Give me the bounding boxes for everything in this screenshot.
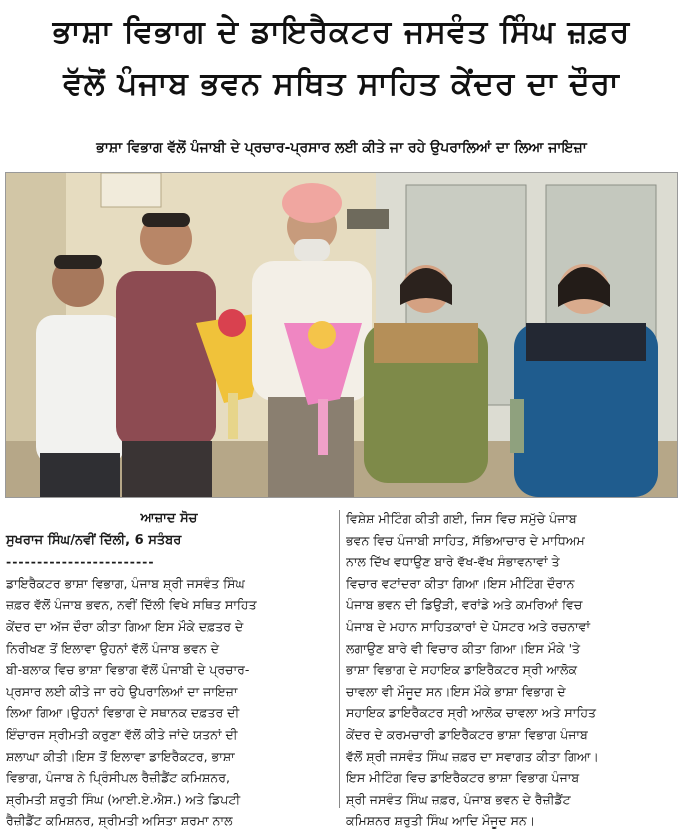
right-line: ਕੇਂਦਰ ਦੇ ਕਰਮਚਾਰੀ ਡਾਇਰੈਕਟਰ ਭਾਸ਼ਾ ਵਿਭਾਗ ਪੰਜਾਬ [346, 726, 588, 742]
left-line: ਜ਼ਫ਼ਰ ਵੱਲੋਂ ਪੰਜਾਬ ਭਵਨ, ਨਵੀਂ ਦਿੱਲੀ ਵਿਖੇ ਸਥਿਤ ਸਾਹਿਤ [6, 597, 257, 613]
right-line: ਕਮਿਸ਼ਨਰ ਸ਼ਰੁਤੀ ਸਿੰਘ ਆਦਿ ਮੌਜੂਦ ਸਨ। [346, 813, 536, 829]
left-body [6, 573, 332, 832]
subheadline: ਭਾਸ਼ਾ ਵਿਭਾਗ ਵੱਲੋਂ ਪੰਜਾਬੀ ਦੇ ਪ੍ਰਚਾਰ-ਪ੍ਰਸਾਰ ਲਈ ਕੀਤੇ ਜਾ ਰਹੇ ਉਪਰਾਲਿਆਂ ਦਾ ਲਿਆ ਜਾਇਜ਼ਾ [96, 140, 587, 156]
right-line: ਸਹਾਇਕ ਡਾਇਰੈਕਟਰ ਸ੍ਰੀ ਆਲੋਕ ਚਾਵਲਾ ਅਤੇ ਸਾਹਿਤ [346, 705, 597, 721]
source-label: ਆਜ਼ਾਦ ਸੋਚ [140, 511, 198, 526]
left-line: ਵਿਭਾਗ, ਪੰਜਾਬ ਨੇ ਪ੍ਰਿੰਸੀਪਲ ਰੈਜ਼ੀਡੈਂਟ ਕਮਿਸ਼ਨਰ, [6, 770, 230, 786]
left-line: ਸ਼੍ਰੀਮਤੀ ਸ਼ਰੁਤੀ ਸਿੰਘ (ਆਈ.ਏ.ਐਸ.) ਅਤੇ ਡਿਪਟੀ [6, 791, 241, 807]
left-line: ਲਿਆ ਗਿਆ।ਉਹਨਾਂ ਵਿਭਾਗ ਦੇ ਸਥਾਨਕ ਦਫ਼ਤਰ ਦੀ [6, 705, 240, 721]
left-line: ਪ੍ਰਸਾਰ ਲਈ ਕੀਤੇ ਜਾ ਰਹੇ ਉਪਰਾਲਿਆਂ ਦਾ ਜਾਇਜ਼ਾ [6, 683, 238, 699]
left-line: ਡਾਇਰੈਕਟਰ ਭਾਸ਼ਾ ਵਿਭਾਗ, ਪੰਜਾਬ ਸ਼੍ਰੀ ਜਸਵੰਤ ਸਿੰਘ [6, 575, 245, 591]
headline-line-2: ਵੱਲੋਂ ਪੰਜਾਬ ਭਵਨ ਸਥਿਤ ਸਾਹਿਤ ਕੇਂਦਰ ਦਾ ਦੌਰਾ [63, 66, 620, 102]
article-column-right [346, 508, 678, 832]
headline-line-1: ਭਾਸ਼ਾ ਵਿਭਾਗ ਦੇ ਡਾਇਰੈਕਟਰ ਜਸਵੰਤ ਸਿੰਘ ਜ਼ਫ਼ਰ [52, 14, 631, 50]
byline: ਸੁਖਰਾਜ ਸਿੰਘ/ਨਵੀਂ ਦਿੱਲੀ, 6 ਸਤੰਬਰ [6, 532, 182, 548]
article-column-left [6, 508, 332, 832]
column-divider [339, 510, 340, 808]
left-line: ਨਿਰੀਖਣ ਤੋਂ ਇਲਾਵਾ ਉਹਨਾਂ ਵੱਲੋਂ ਪੰਜਾਬ ਭਵਨ ਦੇ [6, 640, 220, 656]
group-photo [5, 172, 678, 498]
right-line: ਪੰਜਾਬ ਦੇ ਮਹਾਨ ਸਾਹਿਤਕਾਰਾਂ ਦੇ ਪੋਸਟਰ ਅਤੇ ਰਚਨਾਵਾਂ [346, 618, 591, 634]
right-line: ਭਾਸ਼ਾ ਵਿਭਾਗ ਦੇ ਸਹਾਇਕ ਡਾਇਰੈਕਟਰ ਸ੍ਰੀ ਆਲੋਕ [346, 662, 578, 678]
right-line: ਨਾਲ ਦਿੱਖ ਵਧਾਉਣ ਬਾਰੇ ਵੱਖ-ਵੱਖ ਸੰਭਾਵਨਾਵਾਂ ਤੇ [346, 554, 560, 570]
left-line: ਬੀ-ਬਲਾਕ ਵਿਚ ਭਾਸ਼ਾ ਵਿਭਾਗ ਵੱਲੋਂ ਪੰਜਾਬੀ ਦੇ ਪ੍ਰਚਾਰ- [6, 662, 250, 678]
right-line: ਭਵਨ ਵਿਚ ਪੰਜਾਬੀ ਸਾਹਿਤ, ਸੱਭਿਆਚਾਰ ਦੇ ਮਾਧਿਅਮ [346, 532, 585, 548]
left-line: ਇੰਚਾਰਜ ਸ੍ਰੀਮਤੀ ਕਰੁਣਾ ਵੱਲੋਂ ਕੀਤੇ ਜਾਂਦੇ ਯਤਨਾਂ ਦੀ [6, 726, 238, 742]
left-line: ਰੈਜ਼ੀਡੈਂਟ ਕਮਿਸ਼ਨਰ, ਸ਼੍ਰੀਮਤੀ ਅਸਿਤਾ ਸ਼ਰਮਾ ਨਾਲ [6, 813, 233, 829]
right-body [346, 508, 678, 832]
right-line: ਚਾਵਲਾ ਵੀ ਮੌਜੂਦ ਸਨ।ਇਸ ਮੌਕੇ ਭਾਸ਼ਾ ਵਿਭਾਗ ਦੇ [346, 683, 566, 699]
right-line: ਪੰਜਾਬ ਭਵਨ ਦੀ ਡਿਉੜੀ, ਵਰਾਂਡੇ ਅਤੇ ਕਮਰਿਆਂ ਵਿਚ [346, 597, 583, 613]
separator: ------------------------ [6, 554, 155, 570]
right-line: ਇਸ ਮੀਟਿੰਗ ਵਿਚ ਡਾਇਰੈਕਟਰ ਭਾਸ਼ਾ ਵਿਭਾਗ ਪੰਜਾਬ [346, 770, 580, 786]
right-line: ਸ਼੍ਰੀ ਜਸਵੰਤ ਸਿੰਘ ਜ਼ਫ਼ਰ, ਪੰਜਾਬ ਭਵਨ ਦੇ ਰੈਜ਼ੀਡੈਂਟ [346, 791, 571, 807]
right-line: ਵੱਲੋਂ ਸ਼੍ਰੀ ਜਸਵੰਤ ਸਿੰਘ ਜ਼ਫ਼ਰ ਦਾ ਸਵਾਗਤ ਕੀਤਾ ਗਿਆ। [346, 748, 599, 764]
group-photo-image [6, 173, 677, 497]
right-line: ਵਿਸ਼ੇਸ਼ ਮੀਟਿੰਗ ਕੀਤੀ ਗਈ, ਜਿਸ ਵਿਚ ਸਮੁੱਚੇ ਪੰਜਾਬ [346, 511, 577, 526]
left-line: ਸ਼ਲਾਘਾ ਕੀਤੀ।ਇਸ ਤੋਂ ਇਲਾਵਾ ਡਾਇਰੈਕਟਰ, ਭਾਸ਼ਾ [6, 748, 235, 764]
left-line: ਕੇਂਦਰ ਦਾ ਅੱਜ ਦੌਰਾ ਕੀਤਾ ਗਿਆ ਇਸ ਮੌਕੇ ਦਫ਼ਤਰ ਦੇ [6, 618, 244, 634]
right-line: ਵਿਚਾਰ ਵਟਾਂਦਰਾ ਕੀਤਾ ਗਿਆ।ਇਸ ਮੀਟਿੰਗ ਦੌਰਾਨ [346, 575, 575, 591]
right-line: ਲਗਾਉਣ ਬਾਰੇ ਵੀ ਵਿਚਾਰ ਕੀਤਾ ਗਿਆ।ਇਸ ਮੌਕੇ 'ਤੇ [346, 640, 581, 656]
